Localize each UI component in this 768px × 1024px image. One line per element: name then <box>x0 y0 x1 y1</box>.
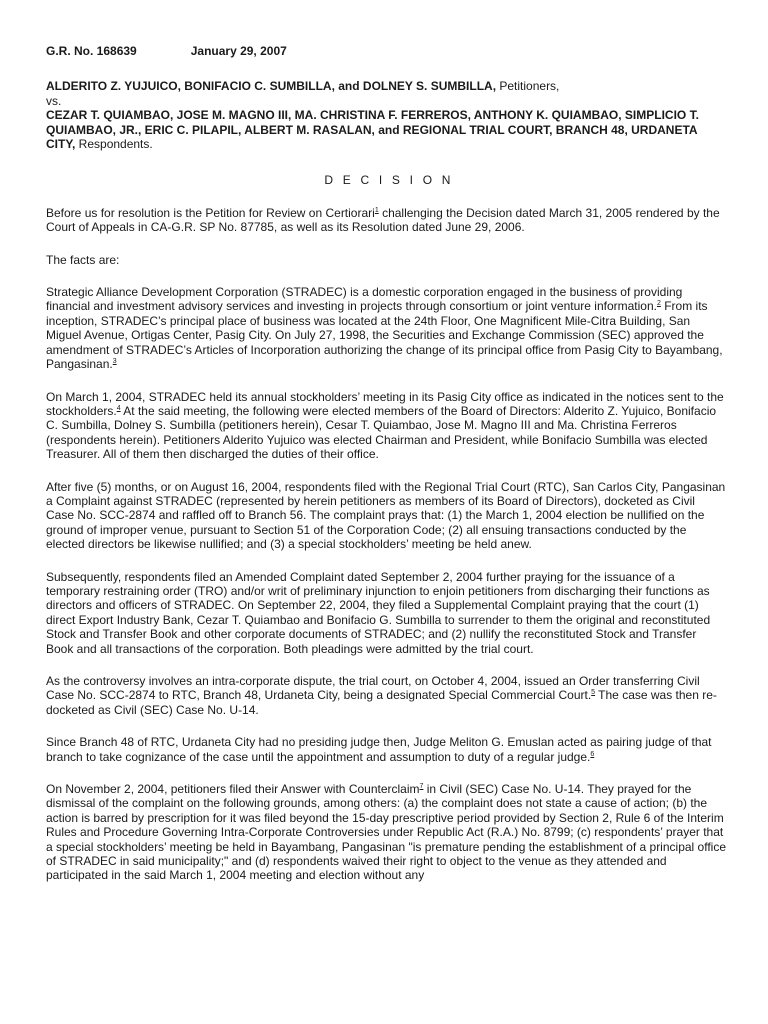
paragraph-transfer-order <box>46 674 726 717</box>
decision-document <box>46 44 726 901</box>
gr-number: G.R. No. 168639 <box>46 44 137 58</box>
parties-block <box>46 79 726 151</box>
footnote-link-5[interactable]: 5 <box>591 689 596 697</box>
paragraph-text: challenging the Decision dated March 31, 2005 rendered by the Court of Appeals in CA-G.R. SP No. 87785, as well as its Resolution dated June 29, 2006. <box>46 205 720 235</box>
paragraph-amended-complaint: Subsequently, respondents filed an Amended Complaint dated September 2, 2004 further praying for the issuance of a temporary restraining order (TRO) and/or writ of preliminary injunction to enjoin petitioners from discharging their functions as directors and officers of STRADEC. On September 22, 2004, they filed a Supplemental Complaint praying that the court (1) direct Export Industry Bank, Cezar T. Quiambao and Bonifacio G. Sumbilla to surrender to them the original and reconstituted Stock and Transfer Book and other corporate documents of STRADEC; and (2) nullify the reconstituted Stock and Transfer Book and all transactions of the corporation. Both pleadings were admitted by the trial court. <box>46 569 711 656</box>
case-header <box>46 44 726 58</box>
decision-date: January 29, 2007 <box>190 44 287 58</box>
paragraph-stockholders-meeting <box>46 390 726 462</box>
paragraph-text: The case was then re-docketed as Civil (SEC) Case No. U-14. <box>46 688 717 717</box>
respondents-line <box>46 108 726 151</box>
paragraph-text: At the said meeting, the following were elected members of the Board of Directors: Alderito Z. Yujuico, Bonifacio C. Sumbilla, Dolney S. Sumbilla (petitioners herein), Cesar T. Quiambao, Jose M. Magno III and Ma. Christina Ferreros (respondents herein). Petitioners Alderito Yujuico was elected Chairman and President, while Bonifacio Sumbilla was elected Treasurer. All of them then discharged the duties of their office. <box>46 403 717 462</box>
footnote-link-3[interactable]: 3 <box>112 358 117 366</box>
versus-label: vs. <box>46 93 62 108</box>
paragraph-petition <box>46 206 726 235</box>
footnote-link-2[interactable]: 2 <box>656 300 661 308</box>
petitioners-line <box>46 79 726 93</box>
paragraph-answer-counterclaim <box>46 782 726 883</box>
paragraph-facts-intro: The facts are: <box>46 252 120 267</box>
paragraph-text: Strategic Alliance Development Corporation (STRADEC) is a domestic corporation engaged in the business of providing financial and investment advisory services and investing in projects through consortium or joint venture information. <box>46 285 683 314</box>
paragraph-text: On November 2, 2004, petitioners filed their Answer with Counterclaim <box>46 782 420 797</box>
petitioners-names: ALDERITO Z. YUJUICO, BONIFACIO C. SUMBILLA, and DOLNEY S. SUMBILLA, <box>46 79 497 94</box>
paragraph-text: As the controversy involves an intra-corporate dispute, the trial court, on October 4, 2004, issued an Order transferring Civil Case No. SCC-2874 to RTC, Branch 48, Urdaneta City, being a designated Special Commercial Court. <box>46 674 700 703</box>
respondents-names: CEZAR T. QUIAMBAO, JOSE M. MAGNO III, MA. CHRISTINA F. FERREROS, ANTHONY K. QUIAMBAO, SIMPLICIO T. QUIAMBAO, JR., ERIC C. PILAPIL, ALBERT M. RASALAN, and REGIONAL TRIAL COURT, BRANCH 48, URDANETA CITY, <box>46 108 699 152</box>
footnote-link-7[interactable]: 7 <box>419 783 424 791</box>
decision-title: D E C I S I O N <box>324 173 454 188</box>
respondents-role: Respondents. <box>75 137 153 152</box>
paragraph-text: Since Branch 48 of RTC, Urdaneta City had no presiding judge then, Judge Meliton G. Emuslan acted as pairing judge of that branch to take cognizance of the case until the appointment and assumption to duty of a regular judge. <box>46 735 712 764</box>
paragraph-text: in Civil (SEC) Case No. U-14. They prayed for the dismissal of the complaint on the following grounds, among others: (a) the complaint does not state a cause of action; (b) the action is barred by prescription for it was filed beyond the 15-day prescriptive period provided by Section 2, Rule 6 of the Interim Rules and Procedure Governing Intra-Corporate Controversies under Republic Act (R.A.) No. 8799; (c) respondents’ prayer that a special stockholders’ meeting be held in Bayambang, Pangasinan "is premature pending the establishment of a principal office of STRADEC in said municipality;" and (d) respondents waived their right to object to the venue as they attended and participated in the said March 1, 2004 meeting and election without any <box>46 782 727 883</box>
footnote-link-4[interactable]: 4 <box>116 404 121 412</box>
paragraph-stradec <box>46 285 726 371</box>
paragraph-text: From its inception, STRADEC’s principal place of business was located at the 24th Floor, One Magnificent Mile-Citra Building, San Miguel Avenue, Ortigas Center, Pasig City. On July 27, 1998, the Securities and Exchange Commission (SEC) approved the amendment of STRADEC’s Articles of Incorporation authorizing the change of its principal office from Pasig City to Bayambang, Pangasinan. <box>46 299 723 372</box>
paragraph-pairing-judge <box>46 735 726 764</box>
petitioners-role: Petitioners, <box>496 79 560 94</box>
paragraph-complaint: After five (5) months, or on August 16, 2004, respondents filed with the Regional Trial Court (RTC), San Carlos City, Pangasinan a Complaint against STRADEC (represented by herein petitioners as members of its Board of Directors), docketed as Civil Case No. SCC-2874 and raffled off to Branch 56. The complaint prays that: (1) the March 1, 2004 election be nullified on the ground of improper venue, pursuant to Section 51 of the Corporation Code; (2) all ensuing transactions conducted by the elected directors be likewise nullified; and (3) a special stockholders’ meeting be held anew. <box>46 479 726 552</box>
paragraph-text: Before us for resolution is the Petition for Review on Certiorari <box>46 205 375 220</box>
footnote-link-6[interactable]: 6 <box>590 750 595 758</box>
footnote-link-1[interactable]: 1 <box>374 206 379 214</box>
paragraph-text: On March 1, 2004, STRADEC held its annual stockholders’ meeting in its Pasig City office as indicated in the notices sent to the stockholders. <box>46 389 724 418</box>
